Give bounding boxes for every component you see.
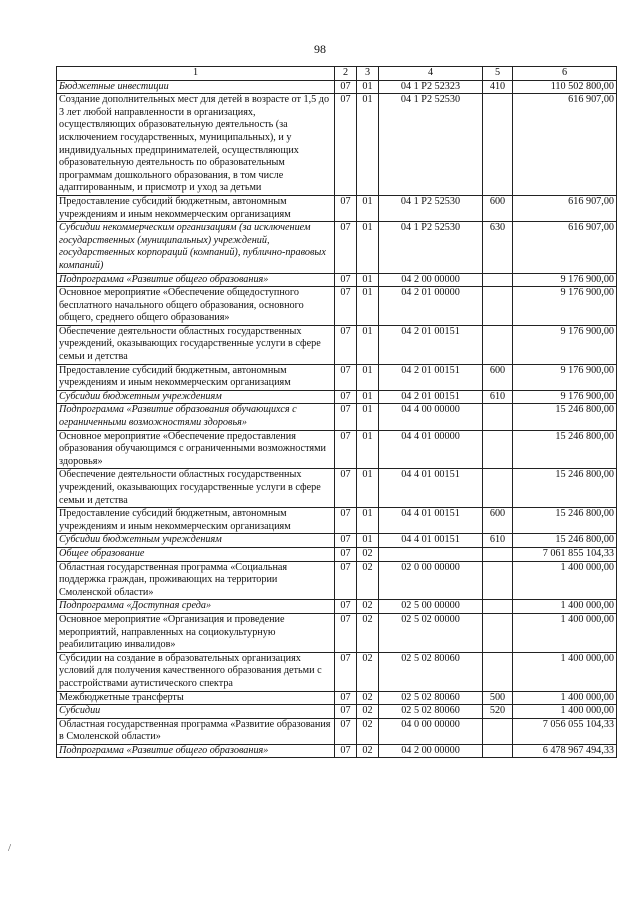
row-subsection-cell: 01	[357, 404, 379, 430]
row-section-cell: 07	[335, 652, 357, 691]
row-name-cell: Подпрограмма «Развитие общего образования»	[57, 744, 335, 758]
table-row	[57, 404, 617, 430]
row-name-cell: Областная государственная программа «Развитие образования в Смоленской области»	[57, 718, 335, 744]
row-section-cell: 07	[335, 287, 357, 326]
row-name-cell: Предоставление субсидий бюджетным, автономным учреждениям и иным некоммерческим организациям	[57, 508, 335, 534]
row-name-cell: Создание дополнительных мест для детей в возрасте от 1,5 до 3 лет любой направленности в организациях, осуществляющих образовательную деятельность (за исключением государственных, муниципальных), и у индивидуальных предпринимателей, осуществляющих образовательную деятельность по образовательным программам дошкольного образования, в том числе адаптированным, и присмотр и уход за детьми	[57, 94, 335, 196]
row-amount-cell: 1 400 000,00	[513, 652, 617, 691]
row-subsection-cell: 02	[357, 561, 379, 600]
row-name-cell: Основное мероприятие «Организация и проведение мероприятий, направленных на социокультурную реабилитацию инвалидов»	[57, 613, 335, 652]
table-row	[57, 718, 617, 744]
header-col-1: 1	[57, 67, 335, 81]
row-amount-cell: 1 400 000,00	[513, 705, 617, 719]
row-name-cell: Обеспечение деятельности областных государственных учреждений, оказывающих государственные услуги в сфере семьи и детства	[57, 469, 335, 508]
row-target-code-cell: 02 5 02 00000	[379, 613, 483, 652]
table-row	[57, 705, 617, 719]
row-subsection-cell: 02	[357, 718, 379, 744]
row-subsection-cell: 02	[357, 613, 379, 652]
row-name-cell: Межбюджетные трансферты	[57, 691, 335, 705]
header-col-6: 6	[513, 67, 617, 81]
row-section-cell: 07	[335, 404, 357, 430]
row-expense-type-cell	[483, 273, 513, 287]
row-subsection-cell: 01	[357, 287, 379, 326]
table-row	[57, 390, 617, 404]
row-target-code-cell: 04 1 P2 52530	[379, 94, 483, 196]
row-target-code-cell: 04 0 00 00000	[379, 718, 483, 744]
row-subsection-cell: 01	[357, 508, 379, 534]
row-amount-cell: 15 246 800,00	[513, 469, 617, 508]
page-number: 98	[314, 42, 326, 56]
row-section-cell: 07	[335, 534, 357, 548]
budget-table	[56, 66, 617, 758]
row-target-code-cell: 02 5 02 80060	[379, 652, 483, 691]
row-amount-cell: 1 400 000,00	[513, 561, 617, 600]
row-target-code-cell: 04 1 P2 52530	[379, 195, 483, 221]
row-target-code-cell: 04 4 01 00151	[379, 508, 483, 534]
header-col-3: 3	[357, 67, 379, 81]
table-row	[57, 744, 617, 758]
row-expense-type-cell: 600	[483, 195, 513, 221]
row-subsection-cell: 01	[357, 80, 379, 94]
row-section-cell: 07	[335, 273, 357, 287]
row-target-code-cell: 04 1 P2 52530	[379, 222, 483, 273]
row-subsection-cell: 01	[357, 469, 379, 508]
row-expense-type-cell: 630	[483, 222, 513, 273]
row-section-cell: 07	[335, 718, 357, 744]
row-section-cell: 07	[335, 547, 357, 561]
table-row	[57, 430, 617, 469]
table-row	[57, 222, 617, 273]
row-target-code-cell: 02 5 02 80060	[379, 705, 483, 719]
table-row	[57, 652, 617, 691]
row-amount-cell: 616 907,00	[513, 222, 617, 273]
row-section-cell: 07	[335, 600, 357, 614]
row-amount-cell: 9 176 900,00	[513, 390, 617, 404]
table-row	[57, 508, 617, 534]
row-target-code-cell: 04 2 01 00000	[379, 287, 483, 326]
row-expense-type-cell	[483, 94, 513, 196]
row-target-code-cell: 02 5 02 80060	[379, 691, 483, 705]
row-expense-type-cell: 520	[483, 705, 513, 719]
row-section-cell: 07	[335, 222, 357, 273]
row-expense-type-cell: 600	[483, 364, 513, 390]
row-section-cell: 07	[335, 705, 357, 719]
header-row	[57, 67, 617, 81]
row-expense-type-cell: 610	[483, 390, 513, 404]
row-target-code-cell	[379, 547, 483, 561]
row-section-cell: 07	[335, 195, 357, 221]
row-subsection-cell: 01	[357, 195, 379, 221]
row-amount-cell: 6 478 967 494,33	[513, 744, 617, 758]
row-expense-type-cell	[483, 469, 513, 508]
row-target-code-cell: 04 4 01 00000	[379, 430, 483, 469]
row-amount-cell: 15 246 800,00	[513, 508, 617, 534]
row-section-cell: 07	[335, 325, 357, 364]
row-target-code-cell: 04 2 00 00000	[379, 744, 483, 758]
row-amount-cell: 1 400 000,00	[513, 613, 617, 652]
row-subsection-cell: 01	[357, 534, 379, 548]
row-amount-cell: 15 246 800,00	[513, 404, 617, 430]
row-expense-type-cell: 410	[483, 80, 513, 94]
row-expense-type-cell	[483, 287, 513, 326]
row-name-cell: Субсидии бюджетным учреждениям	[57, 534, 335, 548]
row-target-code-cell: 04 2 00 00000	[379, 273, 483, 287]
row-subsection-cell: 01	[357, 325, 379, 364]
row-target-code-cell: 02 5 00 00000	[379, 600, 483, 614]
table-row	[57, 691, 617, 705]
row-expense-type-cell	[483, 325, 513, 364]
header-col-5: 5	[483, 67, 513, 81]
row-section-cell: 07	[335, 390, 357, 404]
row-expense-type-cell	[483, 652, 513, 691]
row-section-cell: 07	[335, 561, 357, 600]
row-target-code-cell: 04 4 01 00151	[379, 469, 483, 508]
row-name-cell: Субсидии на создание в образовательных организациях условий для получения качественного образования детьми с расстройствами аутистического спектра	[57, 652, 335, 691]
row-subsection-cell: 02	[357, 600, 379, 614]
table-row	[57, 325, 617, 364]
row-expense-type-cell: 600	[483, 508, 513, 534]
table-header	[57, 67, 617, 81]
row-name-cell: Общее образование	[57, 547, 335, 561]
row-name-cell: Предоставление субсидий бюджетным, автономным учреждениям и иным некоммерческим организациям	[57, 364, 335, 390]
row-amount-cell: 1 400 000,00	[513, 600, 617, 614]
table-body	[57, 80, 617, 758]
row-subsection-cell: 02	[357, 705, 379, 719]
row-amount-cell: 1 400 000,00	[513, 691, 617, 705]
row-name-cell: Субсидии бюджетным учреждениям	[57, 390, 335, 404]
row-section-cell: 07	[335, 430, 357, 469]
row-amount-cell: 7 061 855 104,33	[513, 547, 617, 561]
row-subsection-cell: 01	[357, 430, 379, 469]
row-target-code-cell: 04 2 01 00151	[379, 364, 483, 390]
row-amount-cell: 616 907,00	[513, 195, 617, 221]
row-name-cell: Предоставление субсидий бюджетным, автономным учреждениям и иным некоммерческим организациям	[57, 195, 335, 221]
row-subsection-cell: 01	[357, 273, 379, 287]
row-name-cell: Обеспечение деятельности областных государственных учреждений, оказывающих государственные услуги в сфере семьи и детства	[57, 325, 335, 364]
table-row	[57, 94, 617, 196]
header-col-2: 2	[335, 67, 357, 81]
row-subsection-cell: 02	[357, 652, 379, 691]
row-name-cell: Субсидии	[57, 705, 335, 719]
row-name-cell: Бюджетные инвестиции	[57, 80, 335, 94]
row-expense-type-cell	[483, 613, 513, 652]
row-expense-type-cell	[483, 430, 513, 469]
table-row	[57, 547, 617, 561]
row-subsection-cell: 01	[357, 364, 379, 390]
row-name-cell: Подпрограмма «Развитие общего образования»	[57, 273, 335, 287]
row-expense-type-cell	[483, 404, 513, 430]
row-amount-cell: 9 176 900,00	[513, 325, 617, 364]
row-name-cell: Подпрограмма «Развитие образования обучающихся с ограниченными возможностями здоровья»	[57, 404, 335, 430]
row-amount-cell: 616 907,00	[513, 94, 617, 196]
margin-mark: /	[8, 842, 12, 854]
row-amount-cell: 15 246 800,00	[513, 534, 617, 548]
row-section-cell: 07	[335, 508, 357, 534]
row-section-cell: 07	[335, 364, 357, 390]
row-subsection-cell: 01	[357, 94, 379, 196]
row-expense-type-cell	[483, 600, 513, 614]
table-row	[57, 80, 617, 94]
row-expense-type-cell	[483, 744, 513, 758]
row-subsection-cell: 02	[357, 691, 379, 705]
row-amount-cell: 9 176 900,00	[513, 364, 617, 390]
row-target-code-cell: 02 0 00 00000	[379, 561, 483, 600]
table-row	[57, 364, 617, 390]
row-expense-type-cell	[483, 547, 513, 561]
row-subsection-cell: 02	[357, 744, 379, 758]
row-expense-type-cell: 610	[483, 534, 513, 548]
row-section-cell: 07	[335, 80, 357, 94]
row-target-code-cell: 04 2 01 00151	[379, 325, 483, 364]
row-amount-cell: 9 176 900,00	[513, 273, 617, 287]
row-name-cell: Основное мероприятие «Обеспечение предоставления образования обучающимся с ограниченными возможностями здоровья»	[57, 430, 335, 469]
row-section-cell: 07	[335, 469, 357, 508]
row-subsection-cell: 01	[357, 390, 379, 404]
table-row	[57, 561, 617, 600]
row-expense-type-cell: 500	[483, 691, 513, 705]
row-amount-cell: 9 176 900,00	[513, 287, 617, 326]
row-section-cell: 07	[335, 613, 357, 652]
row-target-code-cell: 04 1 P2 52323	[379, 80, 483, 94]
table-row	[57, 287, 617, 326]
table-row	[57, 613, 617, 652]
row-amount-cell: 7 056 055 104,33	[513, 718, 617, 744]
row-expense-type-cell	[483, 561, 513, 600]
row-subsection-cell: 01	[357, 222, 379, 273]
row-section-cell: 07	[335, 744, 357, 758]
row-name-cell: Областная государственная программа «Социальная поддержка граждан, проживающих на территории Смоленской области»	[57, 561, 335, 600]
row-name-cell: Субсидии некоммерческим организациям (за исключением государственных (муниципальных) учреждений, государственных корпораций (компаний), публично-правовых компаний)	[57, 222, 335, 273]
table-row	[57, 534, 617, 548]
row-amount-cell: 15 246 800,00	[513, 430, 617, 469]
row-target-code-cell: 04 2 01 00151	[379, 390, 483, 404]
table-row	[57, 195, 617, 221]
row-target-code-cell: 04 4 00 00000	[379, 404, 483, 430]
row-expense-type-cell	[483, 718, 513, 744]
row-section-cell: 07	[335, 94, 357, 196]
table-row	[57, 469, 617, 508]
row-subsection-cell: 02	[357, 547, 379, 561]
row-target-code-cell: 04 4 01 00151	[379, 534, 483, 548]
table-row	[57, 273, 617, 287]
header-col-4: 4	[379, 67, 483, 81]
row-name-cell: Подпрограмма «Доступная среда»	[57, 600, 335, 614]
table-row	[57, 600, 617, 614]
row-section-cell: 07	[335, 691, 357, 705]
row-name-cell: Основное мероприятие «Обеспечение общедоступного бесплатного начального общего образования, основного общего, среднего общего образования»	[57, 287, 335, 326]
row-amount-cell: 110 502 800,00	[513, 80, 617, 94]
